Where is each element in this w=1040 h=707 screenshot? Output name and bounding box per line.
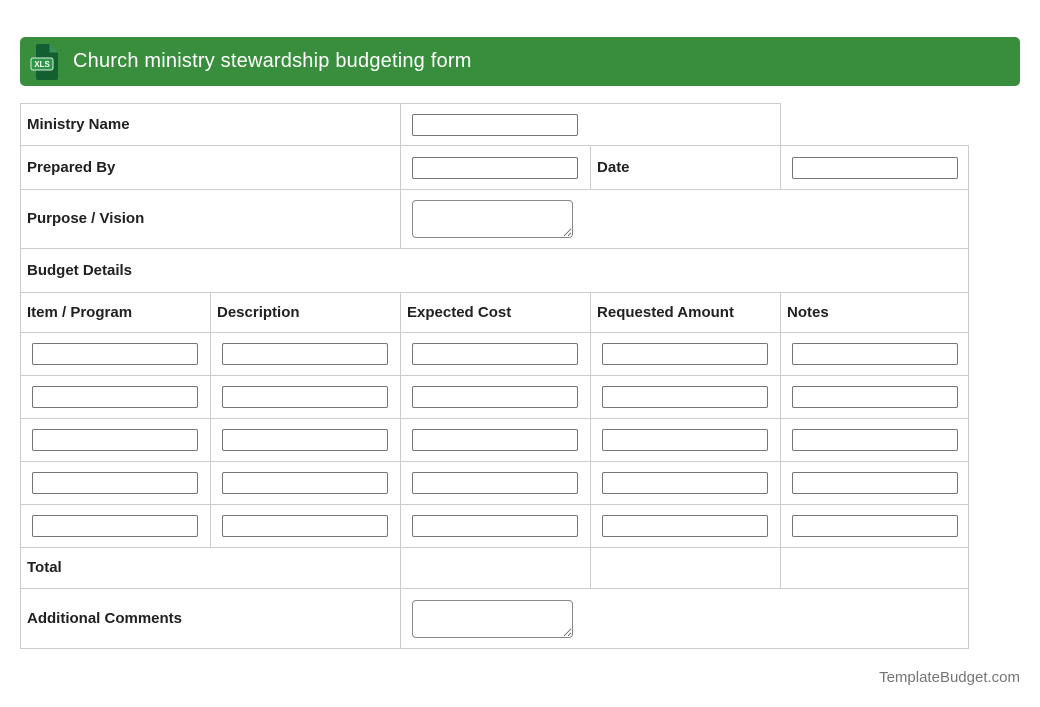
item-program-input[interactable]: [32, 515, 198, 537]
budget-row-5: [21, 505, 969, 548]
description-input[interactable]: [222, 386, 388, 408]
purpose-vision-label: Purpose / Vision: [27, 210, 145, 227]
notes-input[interactable]: [792, 343, 958, 365]
purpose-vision-row: [21, 190, 969, 249]
requested-amount-input[interactable]: [602, 515, 768, 537]
prepared-by-label: Prepared By: [27, 158, 116, 176]
item-program-input[interactable]: [32, 386, 198, 408]
budget-form-table: [20, 103, 969, 649]
item-program-input[interactable]: [32, 343, 198, 365]
budget-row-4: [21, 462, 969, 505]
additional-comments-label: Additional Comments: [27, 609, 183, 627]
budget-details-label: Budget Details: [27, 261, 133, 279]
budget-row-3: [21, 419, 969, 462]
item-program-input[interactable]: [32, 429, 198, 451]
budget-row-1: [21, 333, 969, 376]
date-input[interactable]: [792, 157, 958, 179]
column-header-requested-amount: Requested Amount: [591, 293, 781, 333]
empty-cell: [781, 104, 969, 146]
description-input[interactable]: [222, 343, 388, 365]
column-header-notes: Notes: [781, 293, 969, 333]
description-input[interactable]: [222, 515, 388, 537]
expected-cost-input[interactable]: [412, 515, 578, 537]
notes-input[interactable]: [792, 429, 958, 451]
requested-amount-input[interactable]: [602, 429, 768, 451]
item-program-input[interactable]: [32, 472, 198, 494]
prepared-by-input[interactable]: [412, 157, 578, 179]
notes-input[interactable]: [792, 515, 958, 537]
expected-cost-input[interactable]: [412, 472, 578, 494]
budget-row-2: [21, 376, 969, 419]
ministry-name-row: [21, 104, 969, 146]
requested-amount-input[interactable]: [602, 472, 768, 494]
budget-details-section-row: [21, 249, 969, 293]
footer-site-name: TemplateBudget.com: [879, 669, 1020, 686]
total-requested-amount-cell: [591, 548, 781, 589]
requested-amount-input[interactable]: [602, 386, 768, 408]
prepared-by-row: [21, 146, 969, 190]
xls-file-icon: [30, 43, 60, 81]
budget-table-header-row: [21, 293, 969, 333]
expected-cost-input[interactable]: [412, 343, 578, 365]
additional-comments-textarea[interactable]: [412, 600, 573, 638]
xls-icon-label: XLS: [34, 59, 50, 69]
purpose-vision-textarea[interactable]: [412, 200, 573, 238]
total-label: Total: [27, 559, 62, 576]
ministry-name-label: Ministry Name: [27, 115, 130, 133]
page-title: Church ministry stewardship budgeting form: [73, 50, 472, 72]
column-header-expected-cost: Expected Cost: [401, 293, 591, 333]
form-header: [20, 37, 1020, 86]
column-header-item-program: Item / Program: [21, 293, 211, 333]
notes-input[interactable]: [792, 386, 958, 408]
description-input[interactable]: [222, 472, 388, 494]
additional-comments-row: [21, 589, 969, 649]
expected-cost-input[interactable]: [412, 429, 578, 451]
notes-input[interactable]: [792, 472, 958, 494]
requested-amount-input[interactable]: [602, 343, 768, 365]
total-notes-cell: [781, 548, 969, 589]
description-input[interactable]: [222, 429, 388, 451]
column-header-description: Description: [211, 293, 401, 333]
ministry-name-input[interactable]: [412, 114, 578, 136]
date-label: Date: [597, 158, 630, 176]
expected-cost-input[interactable]: [412, 386, 578, 408]
total-expected-cost-cell: [401, 548, 591, 589]
total-row: [21, 548, 969, 589]
